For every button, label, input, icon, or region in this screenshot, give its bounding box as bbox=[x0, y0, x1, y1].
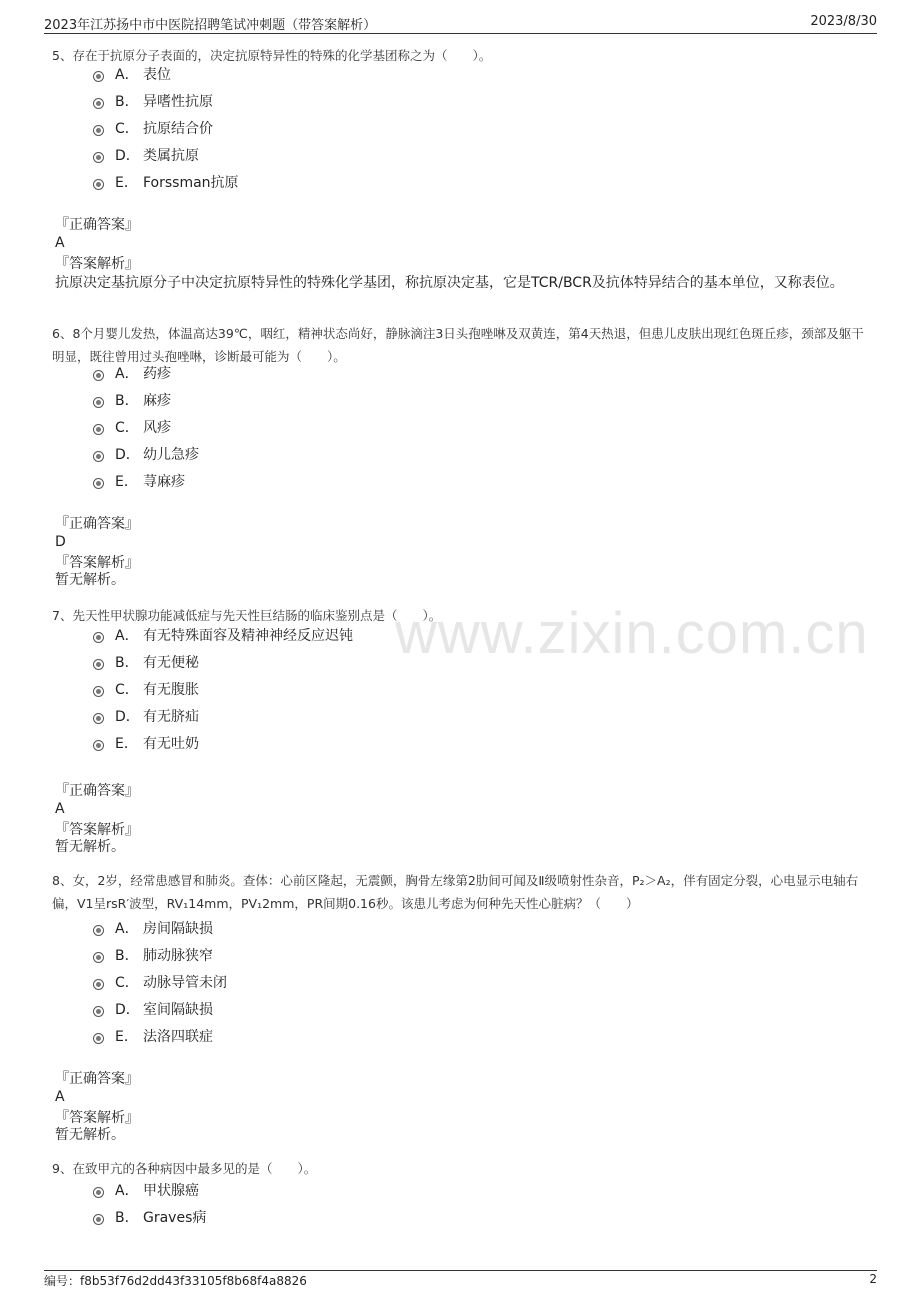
explanation-label: 『答案解析』 bbox=[55, 822, 139, 838]
correct-answer: A bbox=[55, 1089, 65, 1105]
radio-icon[interactable] bbox=[93, 952, 104, 963]
radio-icon[interactable] bbox=[93, 98, 104, 109]
header-divider bbox=[44, 33, 877, 34]
explanation-label: 『答案解析』 bbox=[55, 555, 139, 571]
radio-icon[interactable] bbox=[93, 71, 104, 82]
explanation-text: 暂无解析。 bbox=[55, 1127, 125, 1143]
radio-icon[interactable] bbox=[93, 686, 104, 697]
document-code: 编号：f8b53f76d2dd43f33105f8b68f4a8826 bbox=[44, 1274, 307, 1288]
explanation-label: 『答案解析』 bbox=[55, 1110, 139, 1126]
radio-icon[interactable] bbox=[93, 152, 104, 163]
page-number: 2 bbox=[869, 1272, 877, 1286]
page-footer bbox=[44, 1272, 877, 1290]
footer-divider bbox=[44, 1270, 877, 1271]
radio-icon[interactable] bbox=[93, 451, 104, 462]
radio-icon[interactable] bbox=[93, 1033, 104, 1044]
document-title: 2023年江苏扬中市中医院招聘笔试冲刺题（带答案解析） bbox=[44, 18, 377, 33]
radio-icon[interactable] bbox=[93, 659, 104, 670]
page-header bbox=[44, 14, 877, 32]
explanation-text: 暂无解析。 bbox=[55, 572, 125, 588]
radio-icon[interactable] bbox=[93, 424, 104, 435]
correct-answer: A bbox=[55, 801, 65, 817]
explanation-text: 暂无解析。 bbox=[55, 839, 125, 855]
radio-icon[interactable] bbox=[93, 1214, 104, 1225]
radio-icon[interactable] bbox=[93, 179, 104, 190]
radio-icon[interactable] bbox=[93, 740, 104, 751]
radio-icon[interactable] bbox=[93, 979, 104, 990]
document-date: 2023/8/30 bbox=[810, 14, 877, 29]
correct-answer-label: 『正确答案』 bbox=[55, 217, 139, 233]
explanation-text: 抗原决定基抗原分子中决定抗原特异性的特殊化学基团，称抗原决定基，它是TCR/BCR及抗体特异结合的基本单位，又称表位。 bbox=[55, 275, 844, 291]
radio-icon[interactable] bbox=[93, 1006, 104, 1017]
correct-answer-label: 『正确答案』 bbox=[55, 1071, 139, 1087]
radio-icon[interactable] bbox=[93, 397, 104, 408]
radio-icon[interactable] bbox=[93, 1187, 104, 1198]
correct-answer: A bbox=[55, 235, 65, 251]
question-stem: 6、8个月婴儿发热，体温高达39℃，咽红，精神状态尚好，静脉滴注3日头孢唑啉及双黄连，第4天热退，但患儿皮肤出现红色斑丘疹，颈部及躯干明显，既往曾用过头孢唑啉，诊断最可能为（ ）。 bbox=[52, 326, 864, 364]
radio-icon[interactable] bbox=[93, 478, 104, 489]
correct-answer-label: 『正确答案』 bbox=[55, 783, 139, 799]
watermark: www.zixin.com.cn bbox=[395, 601, 869, 666]
radio-icon[interactable] bbox=[93, 632, 104, 643]
question-stem: 7、先天性甲状腺功能减低症与先天性巨结肠的临床鉴别点是（ ）。 bbox=[52, 608, 442, 623]
question-stem: 9、在致甲亢的各种病因中最多见的是（ ）。 bbox=[52, 1161, 317, 1176]
correct-answer: D bbox=[55, 534, 66, 550]
explanation-label: 『答案解析』 bbox=[55, 256, 139, 272]
correct-answer-label: 『正确答案』 bbox=[55, 516, 139, 532]
question-stem: 8、女，2岁，经常患感冒和肺炎。查体：心前区隆起，无震颤，胸骨左缘第2肋间可闻及Ⅱ级喷射性杂音，P₂＞A₂，伴有固定分裂，心电显示电轴右偏，V1呈rsR′波型，RV₁14mm，PV₁2mm，PR间期0.16秒。该患儿考虑为何种先天性心脏病？（ ） bbox=[52, 873, 859, 911]
radio-icon[interactable] bbox=[93, 370, 104, 381]
radio-icon[interactable] bbox=[93, 925, 104, 936]
radio-icon[interactable] bbox=[93, 125, 104, 136]
question-stem: 5、存在于抗原分子表面的，决定抗原特异性的特殊的化学基团称之为（ ）。 bbox=[52, 48, 492, 63]
radio-icon[interactable] bbox=[93, 713, 104, 724]
